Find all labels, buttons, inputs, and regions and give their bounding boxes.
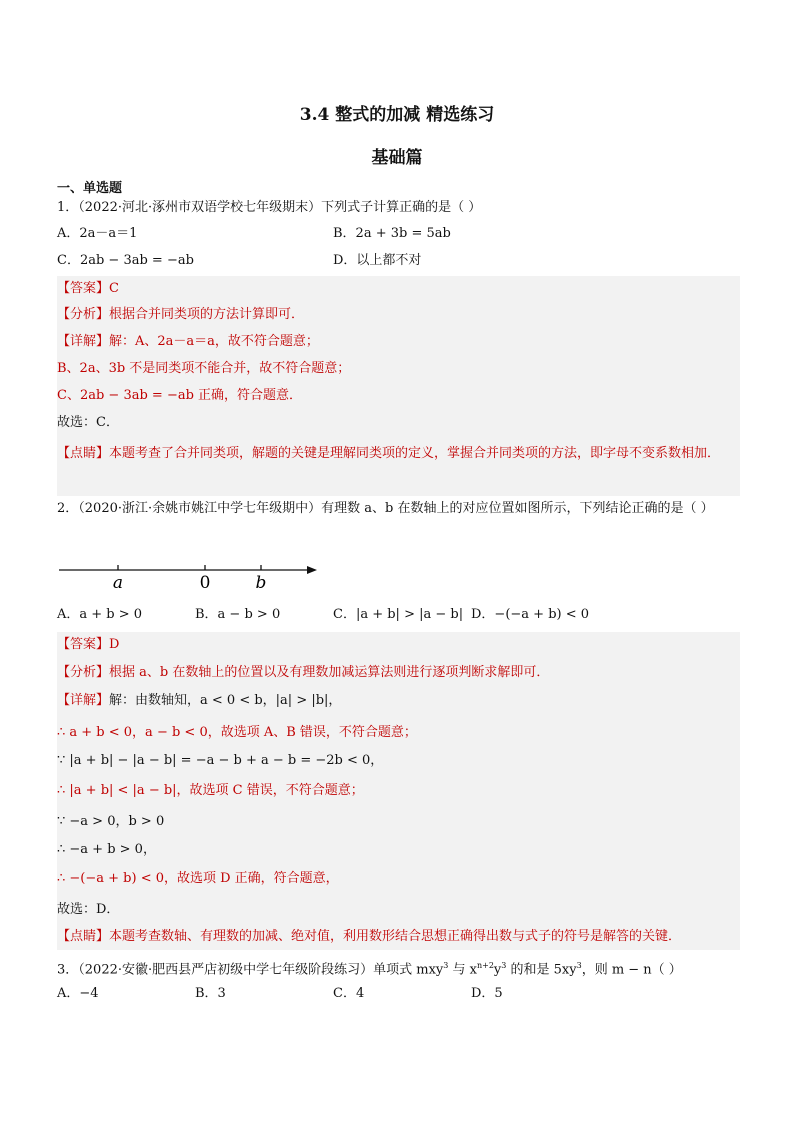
q3-exponent: 3 bbox=[576, 961, 582, 970]
q1-option-d: D．以上都不对 bbox=[333, 253, 422, 268]
q2-detail-conclusion: 故选：D． bbox=[57, 902, 120, 917]
q3-stem-part: 与 x bbox=[448, 962, 477, 978]
q3-exponent: n+2 bbox=[476, 961, 494, 970]
detail-line: 解：由数轴知，a < 0 < b，|a| > |b|， bbox=[109, 693, 342, 708]
q1-detail-line-c: C、2ab − 3ab = −ab 正确，符合题意． bbox=[57, 388, 303, 403]
q3-exponent: 3 bbox=[501, 961, 507, 970]
section-heading: 一、单选题 bbox=[57, 181, 123, 196]
comment-text: 本题考查数轴、有理数的加减、绝对值，利用数形结合思想正确得出数与式子的符号是解答的关键． bbox=[109, 929, 682, 944]
q2-detail-line-6: ∴ −a + b > 0， bbox=[57, 842, 156, 857]
q3-stem bbox=[57, 957, 682, 979]
answer-tag: 【答案】 bbox=[57, 281, 110, 296]
axis-label-b: b bbox=[255, 573, 267, 593]
axis-arrow-icon bbox=[307, 566, 317, 574]
q2-option-d: D．−(−a + b) < 0 bbox=[471, 607, 590, 622]
analysis-tag: 【分析】 bbox=[57, 665, 110, 680]
q1-detail-conclusion: 故选：C． bbox=[57, 415, 119, 430]
q1-comment bbox=[57, 441, 740, 467]
comment-tag: 【点睛】 bbox=[57, 446, 110, 461]
q1-detail bbox=[57, 333, 319, 351]
q2-detail-line-3: ∵ |a + b| − |a − b| = −a − b + a − b = −2b < 0， bbox=[57, 753, 384, 768]
q3-stem-part: y bbox=[493, 962, 502, 978]
q3-option-a: A．−4 bbox=[57, 986, 99, 1001]
q2-option-c: C．|a + b| > |a − b| bbox=[333, 607, 464, 622]
page-title: 3.4 整式的加减 精选练习 bbox=[299, 105, 495, 125]
q2-comment bbox=[57, 928, 681, 946]
comment-text: 本题考查了合并同类项，解题的关键是理解同类项的定义，掌握合并同类项的方法，即字母不变系数相加． bbox=[109, 446, 721, 461]
detail-tag: 【详解】 bbox=[57, 334, 110, 349]
q2-option-a: A．a + b > 0 bbox=[57, 607, 143, 622]
q1-stem: 1．（2022·河北·涿州市双语学校七年级期末）下列式子计算正确的是（ ） bbox=[57, 200, 482, 215]
q1-detail-line-b: B、2a、3b 不是同类项不能合并，故不符合题意； bbox=[57, 361, 351, 376]
detail-line: 解：A、2a－a＝a，故不符合题意； bbox=[109, 334, 319, 349]
q2-detail-line-2: ∴ a + b < 0，a − b < 0，故选项 A、B 错误，不符合题意； bbox=[57, 725, 417, 740]
q2-detail-line-5: ∵ −a > 0，b > 0 bbox=[57, 814, 165, 829]
answer-tag: 【答案】 bbox=[57, 637, 110, 652]
axis-label-a: a bbox=[112, 573, 124, 593]
q2-stem: 2．（2020·浙江·余姚市姚江中学七年级期中）有理数 a、b 在数轴上的对应位置如图所示，下列结论正确的是（ ） bbox=[57, 501, 714, 516]
q3-stem-part: 3．（2022·安徽·肥西县严店初级中学七年级阶段练习）单项式 mxy bbox=[57, 962, 444, 978]
q3-stem-part: 的和是 5xy bbox=[506, 962, 577, 978]
q2-option-b: B．a − b > 0 bbox=[195, 607, 281, 622]
q1-option-c: C．2ab − 3ab = −ab bbox=[57, 253, 194, 268]
q1-option-a: A．2a－a＝1 bbox=[57, 226, 138, 241]
q2-detail bbox=[57, 692, 341, 710]
q2-detail-line-4: ∴ |a + b| < |a − b|，故选项 C 错误，不符合题意； bbox=[57, 783, 364, 798]
q3-option-b: B．3 bbox=[195, 986, 226, 1001]
analysis-tag: 【分析】 bbox=[57, 307, 110, 322]
q3-stem-part: ，则 m − n（ ） bbox=[581, 962, 682, 978]
detail-tag: 【详解】 bbox=[57, 693, 110, 708]
q1-analysis bbox=[57, 306, 304, 324]
answer-value: D bbox=[109, 637, 120, 652]
answer-value: C bbox=[109, 281, 119, 296]
axis-label-0: 0 bbox=[199, 573, 211, 593]
comment-tag: 【点睛】 bbox=[57, 929, 110, 944]
q1-answer bbox=[57, 280, 119, 298]
analysis-text: 根据 a、b 在数轴上的位置以及有理数加减运算法则进行逐项判断求解即可． bbox=[109, 665, 550, 680]
number-line-figure bbox=[57, 560, 327, 594]
q2-analysis bbox=[57, 664, 549, 682]
q2-detail-line-7: ∴ −(−a + b) < 0，故选项 D 正确，符合题意， bbox=[57, 871, 339, 886]
analysis-text: 根据合并同类项的方法计算即可． bbox=[109, 307, 305, 322]
q2-answer bbox=[57, 636, 119, 654]
q1-option-b: B．2a + 3b = 5ab bbox=[333, 226, 451, 241]
q3-exponent: 3 bbox=[443, 961, 449, 970]
page-subtitle: 基础篇 bbox=[371, 148, 423, 168]
q3-option-c: C．4 bbox=[333, 986, 365, 1001]
q3-option-d: D．5 bbox=[471, 986, 503, 1001]
